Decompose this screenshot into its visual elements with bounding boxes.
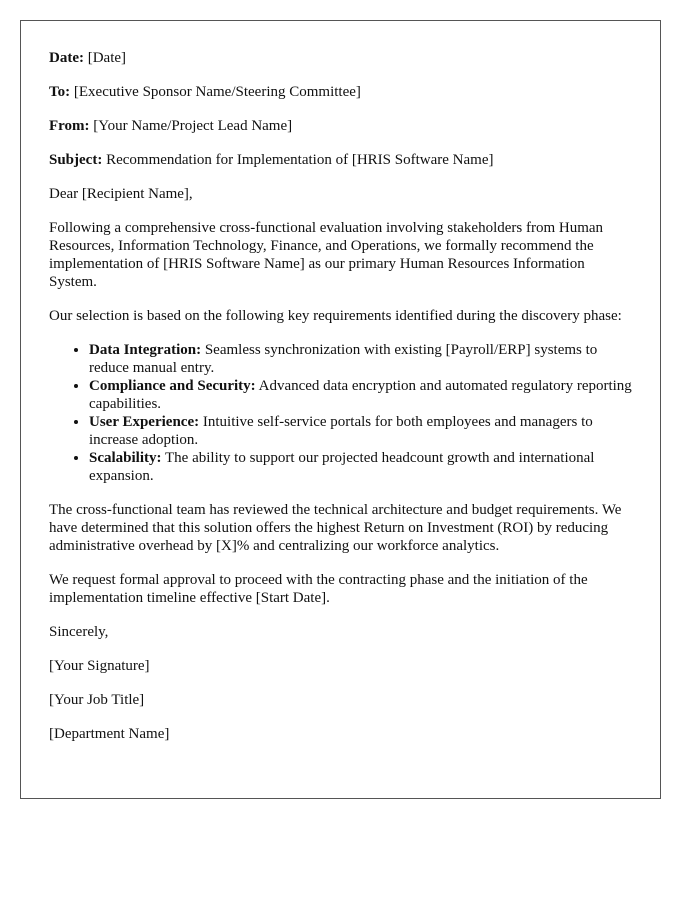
from-value: [Your Name/Project Lead Name] xyxy=(93,118,293,134)
requirement-text: The ability to support our projected headcount growth and international expansion. xyxy=(89,450,595,484)
intro-paragraph: Following a comprehensive cross-functional evaluation involving stakeholders from Human Resources, Information Technology, Finance, and Operations, we formally recommend the implementation of [HRIS Software Name] as our primary Human Resources Information System. xyxy=(49,220,604,290)
requirement-title: Compliance and Security: xyxy=(89,378,256,394)
requirements-list xyxy=(49,341,632,485)
signature-block xyxy=(49,623,632,743)
subject-label: Subject: xyxy=(49,152,103,168)
signature: [Your Signature] xyxy=(49,658,150,674)
sign-off: Sincerely, xyxy=(49,624,109,640)
letter-document xyxy=(20,20,661,799)
department-name: [Department Name] xyxy=(49,726,170,742)
requirement-title: Scalability: xyxy=(89,450,162,466)
from-label: From: xyxy=(49,118,90,134)
requirement-text: Advanced data encryption and automated regulatory reporting capabilities. xyxy=(89,378,632,412)
request-paragraph: We request formal approval to proceed with the contracting phase and the initiation of the implementation timeline effective [Start Date]. xyxy=(49,572,588,606)
requirement-text: Seamless synchronization with existing [Payroll/ERP] systems to reduce manual entry. xyxy=(89,342,598,376)
salutation: Dear [Recipient Name], xyxy=(49,186,193,202)
requirement-title: Data Integration: xyxy=(89,342,202,358)
requirement-item xyxy=(89,341,632,377)
requirement-item xyxy=(89,449,632,485)
requirement-text: Intuitive self-service portals for both employees and managers to increase adoption. xyxy=(89,414,593,448)
job-title: [Your Job Title] xyxy=(49,692,145,708)
to-line xyxy=(49,83,632,101)
to-label: To: xyxy=(49,84,71,100)
selection-intro-paragraph: Our selection is based on the following key requirements identified during the discovery phase: xyxy=(49,308,622,324)
date-label: Date: xyxy=(49,50,84,66)
date-value: [Date] xyxy=(87,50,127,66)
to-value: [Executive Sponsor Name/Steering Committee] xyxy=(73,84,361,100)
from-line xyxy=(49,117,632,135)
review-paragraph: The cross-functional team has reviewed the technical architecture and budget requirements. We have determined that this solution offers the highest Return on Investment (ROI) by reducing administrative overhead by [X]% and centralizing our workforce analytics. xyxy=(49,502,622,554)
requirement-item xyxy=(89,413,632,449)
date-line xyxy=(49,49,632,67)
subject-line xyxy=(49,151,632,169)
subject-value: Recommendation for Implementation of [HRIS Software Name] xyxy=(106,152,494,168)
requirement-title: User Experience: xyxy=(89,414,200,430)
requirement-item xyxy=(89,377,632,413)
